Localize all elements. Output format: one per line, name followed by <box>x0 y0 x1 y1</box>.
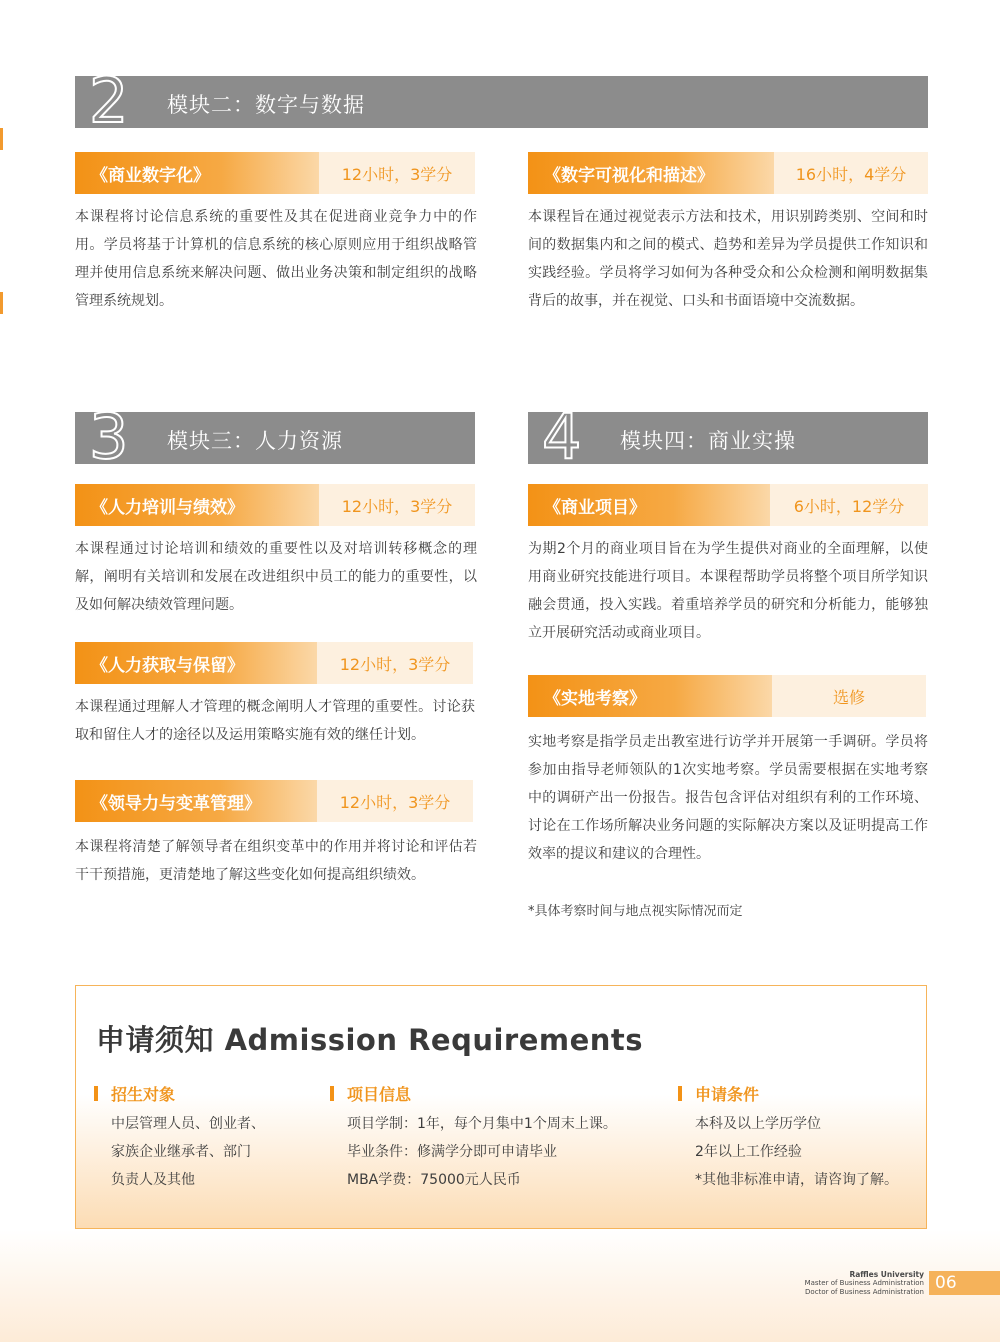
module-banner <box>75 64 928 137</box>
course-header <box>75 152 475 194</box>
admission-column-eligibility <box>94 1082 265 1194</box>
module-title: 模块二：数字与数据 <box>167 93 365 117</box>
heading-marker <box>678 1086 682 1101</box>
admission-line: 负责人及其他 <box>111 1172 195 1188</box>
edge-mark <box>0 128 3 150</box>
program-line: Doctor of Business Administration <box>805 1288 924 1296</box>
page-number: 06 <box>929 1271 1000 1295</box>
course-name: 《人力培训与绩效》 <box>75 484 319 526</box>
admission-line: 2年以上工作经验 <box>695 1144 802 1160</box>
course-description: 本课程通过讨论培训和绩效的重要性以及对培训转移概念的理解，阐明有关培训和发展在改进组织中员工的能力的重要性，以及如何解决绩效管理问题。 <box>75 541 477 613</box>
admission-column-conditions <box>678 1082 898 1194</box>
module-number: 3 <box>89 400 129 473</box>
course-hours-credits: 12小时，3学分 <box>317 780 473 822</box>
admission-heading <box>94 1082 265 1104</box>
course-hours-credits: 6小时，12学分 <box>770 484 928 526</box>
admission-heading-text: 项目信息 <box>347 1084 412 1104</box>
course-header <box>75 642 473 684</box>
module-title: 模块四：商业实操 <box>620 429 796 453</box>
admission-heading-text: 申请条件 <box>695 1084 760 1104</box>
module-title: 模块三：人力资源 <box>167 429 343 453</box>
admission-line: 毕业条件：修满学分即可申请毕业 <box>347 1144 557 1160</box>
course-elective-badge: 选修 <box>772 675 926 717</box>
admission-line: 本科及以上学历学位 <box>695 1116 821 1132</box>
course-description: 本课程将讨论信息系统的重要性及其在促进商业竞争力中的作用。学员将基于计算机的信息系统的核心原则应用于组织战略管理并使用信息系统来解决问题、做出业务决策和制定组织的战略管理系统规划。 <box>75 209 477 309</box>
module-number: 4 <box>542 400 582 473</box>
course-name: 《商业数字化》 <box>75 152 319 194</box>
course-name: 《领导力与变革管理》 <box>75 780 317 822</box>
course-header <box>528 484 928 526</box>
course-name: 《数字可视化和描述》 <box>528 152 774 194</box>
module-banner <box>75 400 475 473</box>
admission-title: 申请须知 Admission Requirements <box>96 1023 644 1057</box>
program-line: Master of Business Administration <box>804 1279 924 1287</box>
course-hours-credits: 12小时，3学分 <box>317 642 473 684</box>
admission-line: 中层管理人员、创业者、 <box>111 1116 265 1132</box>
admission-line: MBA学费：75000元人民币 <box>347 1172 521 1188</box>
heading-marker <box>94 1086 98 1101</box>
admission-heading-text: 招生对象 <box>111 1084 176 1104</box>
course-name: 《实地考察》 <box>528 675 772 717</box>
footer-brand <box>805 1270 924 1297</box>
admission-line: 家族企业继承者、部门 <box>111 1144 251 1160</box>
admission-heading <box>678 1082 898 1104</box>
course-header <box>528 675 926 717</box>
field-trip-note: *具体考察时间与地点视实际情况而定 <box>528 904 743 919</box>
admission-heading <box>330 1082 617 1104</box>
module-number: 2 <box>89 64 129 137</box>
edge-mark <box>0 292 3 314</box>
course-description: 为期2个月的商业项目旨在为学生提供对商业的全面理解，以使用商业研究技能进行项目。本课程帮助学员将整个项目所学知识融会贯通，投入实践。着重培养学员的研究和分析能力，能够独立开展研究活动或商业项目。 <box>528 541 928 641</box>
course-description: 本课程通过理解人才管理的概念阐明人才管理的重要性。讨论获取和留住人才的途径以及运用策略实施有效的继任计划。 <box>75 699 475 743</box>
course-hours-credits: 12小时，3学分 <box>319 152 475 194</box>
heading-marker <box>330 1086 334 1101</box>
course-name: 《人力获取与保留》 <box>75 642 317 684</box>
course-header <box>75 484 475 526</box>
course-description: 本课程旨在通过视觉表示方法和技术，用识别跨类别、空间和时间的数据集内和之间的模式、趋势和差异为学员提供工作知识和实践经验。学员将学习如何为各种受众和公众检测和阐明数据集背后的故事，并在视觉、口头和书面语境中交流数据。 <box>528 209 928 309</box>
admission-line: 项目学制：1年，每个月集中1个周末上课。 <box>347 1116 617 1132</box>
admission-requirements-box <box>75 985 927 1229</box>
module-banner <box>528 400 928 473</box>
course-hours-credits: 16小时，4学分 <box>774 152 928 194</box>
course-description: 本课程将清楚了解领导者在组织变革中的作用并将讨论和评估若干干预措施，更清楚地了解这些变化如何提高组织绩效。 <box>75 839 477 883</box>
admission-line: *其他非标准申请，请咨询了解。 <box>695 1172 898 1188</box>
course-description: 实地考察是指学员走出教室进行访学并开展第一手调研。学员将参加由指导老师领队的1次实地考察。学员需要根据在实地考察中的调研产出一份报告。报告包含评估对组织有利的工作环境、讨论在工作场所解决业务问题的实际解决方案以及证明提高工作效率的提议和建议的合理性。 <box>528 734 928 862</box>
course-hours-credits: 12小时，3学分 <box>319 484 475 526</box>
course-header <box>75 780 473 822</box>
admission-column-program-info <box>330 1082 617 1194</box>
university-name: Raffles University <box>849 1270 924 1279</box>
course-name: 《商业项目》 <box>528 484 770 526</box>
course-header <box>528 152 928 194</box>
